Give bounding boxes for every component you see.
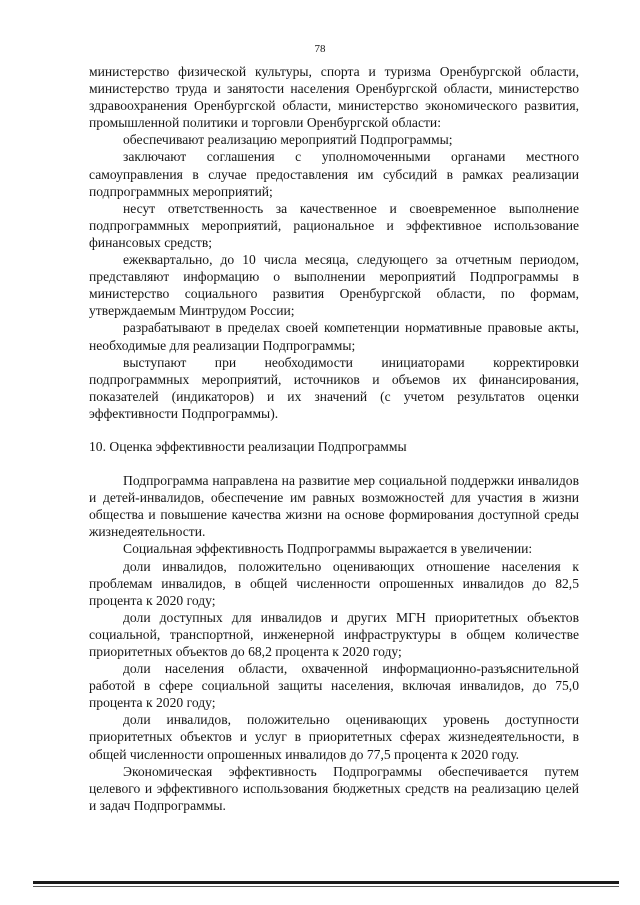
paragraph-agreements: заключают соглашения с уполномоченными органами местного самоуправления в случае предоставления им субсидий в рамках реализации подпрограммных мероприятий; <box>89 149 579 199</box>
paragraph-aim: Подпрограмма направлена на развитие мер социальной поддержки инвалидов и детей-инвалидов, обеспечение им равных возможностей для участия в жизни общества и повышение качества жизни на основе формирования доступной среды жизнедеятельности. <box>89 473 579 540</box>
paragraph-indicator-attitude: доли инвалидов, положительно оценивающих отношение населения к проблемам инвалидов, в общей численности опрошенных инвалидов до 82,5 процента к 2020 году; <box>89 558 579 608</box>
page-number: 78 <box>314 43 326 55</box>
paragraph-economic-efficiency: Экономическая эффективность Подпрограммы обеспечивается путем целевого и эффективного использования бюджетных средств на реализацию целей и задач Подпрограммы. <box>89 763 579 813</box>
paragraph-responsibility: несут ответственность за качественное и своевременное выполнение подпрограммных мероприятий, рациональное и эффективное использование финансовых средств; <box>89 200 579 250</box>
paragraph-quarterly: ежеквартально, до 10 числа месяца, следующего за отчетным периодом, представляют информацию о выполнении мероприятий Подпрограммы в министерство социального развития Оренбургской области, по формам, утверждаемым Минтрудом России; <box>89 252 579 319</box>
bottom-rule <box>33 881 619 884</box>
bottom-rule-thin <box>33 886 619 887</box>
paragraph-indicator-accessible-objects: доли доступных для инвалидов и других МГН приоритетных объектов социальной, транспортной, инженерной инфраструктуры в общем количестве приоритетных объектов до 68,2 процента к 2020 году; <box>89 609 579 659</box>
paragraph-initiators: выступают при необходимости инициаторами корректировки подпрограммных мероприятий, источников и объемов их финансирования, показателей (индикаторов) и их значений (с учетом результатов оценки эффективности Подпрограммы). <box>89 354 579 421</box>
paragraph-social-efficiency: Социальная эффективность Подпрограммы выражается в увеличении: <box>123 541 533 557</box>
paragraph-indicator-accessibility-rating: доли инвалидов, положительно оценивающих уровень доступности приоритетных объектов и услуг в приоритетных сферах жизнедеятельности, в общей численности опрошенных инвалидов до 77,5 процента к 2020 году. <box>89 712 579 762</box>
section-heading: 10. Оценка эффективности реализации Подпрограммы <box>89 438 407 454</box>
document-body <box>89 63 579 814</box>
paragraph-ministries: министерство физической культуры, спорта и туризма Оренбургской области, министерство труда и занятости населения Оренбургской области, министерство здравоохранения Оренбургской области, министерство экономического развития, промышленной политики и торговли Оренбургской области: <box>89 64 579 131</box>
paragraph-regulations: разрабатывают в пределах своей компетенции нормативные правовые акты, необходимые для реализации Подпрограммы; <box>89 320 579 353</box>
paragraph-ensure: обеспечивают реализацию мероприятий Подпрограммы; <box>123 132 453 148</box>
paragraph-indicator-outreach: доли населения области, охваченной информационно-разъяснительной работой в сфере социальной защиты населения, включая инвалидов, до 75,0 процента к 2020 году; <box>89 661 579 711</box>
